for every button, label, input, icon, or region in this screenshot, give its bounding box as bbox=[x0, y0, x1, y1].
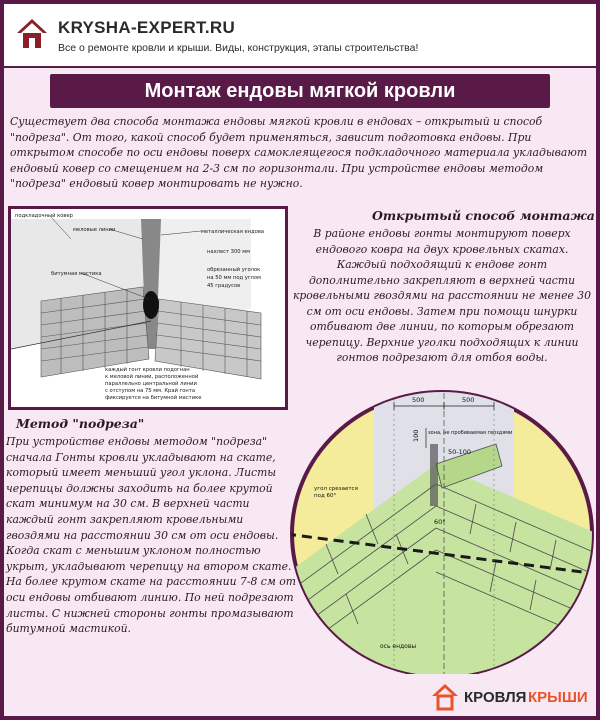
valley-axis-label: ось ендовы bbox=[380, 643, 417, 650]
house-brand-icon bbox=[430, 682, 460, 712]
page-title: Монтаж ендовы мягкой кровли bbox=[144, 80, 456, 102]
intro-paragraph: Существует два способа монтажа ендовы мягкой кровли в ендовах – открытый и способ "подреза". От того, какой способ будет применяться, зависит подготовка ендовы. При открытом способе по оси ендовы поверх самоклеящегося подкладочного материала укладывают ендовый ковер со смещением на 2-3 см по горизонтали. При устройстве ендовы методом "подреза" ендовый ковер монтировать не нужно. bbox=[10, 115, 588, 190]
label-note-3: параллельно центральной линии bbox=[105, 381, 197, 387]
dim-left: 500 bbox=[412, 396, 425, 404]
label-corner-3: 45 градусов bbox=[207, 283, 241, 289]
label-note-1: каждый гонт кровли подогнан bbox=[105, 367, 190, 373]
angle-cut-label-1: угол срезается bbox=[314, 486, 358, 492]
closed-cut-valley-diagram bbox=[286, 384, 598, 674]
footer-brand-word-2: КРЫШИ bbox=[528, 689, 588, 706]
nail-free-strip bbox=[430, 444, 438, 506]
label-chalk-lines: меловые линии bbox=[73, 227, 116, 233]
angle-value: 60° bbox=[434, 518, 446, 526]
dim-50-100: 50-100 bbox=[448, 448, 472, 456]
site-name[interactable]: KRYSHA-EXPERT.RU bbox=[58, 18, 236, 37]
house-logo-icon[interactable] bbox=[14, 16, 50, 52]
cut-method-text: При устройстве ендовы методом "подреза" сначала Гонты кровли укладывают на скате, который имеет меньший угол уклона. Листы черепицы должны заходить на более крутой скат минимум на 30 см. В верхней части каждый гонт закрепляют кровельными гвоздями на расстоянии 30 см от оси ендовы. Когда скат с меньшим уклоном полностью укрыт, укладывают черепицу на втором скате. На более крутом скате на расстоянии 7-8 см от оси ендовы отбивают линию. По ней подрезают листы. С нижней стороны гонты промазывают битумной мастикой. bbox=[6, 435, 296, 636]
label-corner-1: обрезанный уголок bbox=[207, 267, 261, 273]
footer-brand-word-1: КРОВЛЯ bbox=[464, 689, 527, 706]
dim-right: 500 bbox=[462, 396, 475, 404]
zone-label: зона, не пробиваемая гвоздями bbox=[428, 430, 513, 436]
open-valley-diagram bbox=[8, 206, 288, 410]
label-overlap: нахлест 300 мм bbox=[207, 249, 251, 255]
label-underlay: подкладочный ковер bbox=[15, 213, 73, 219]
dim-100: 100 bbox=[412, 429, 420, 442]
label-note-2: к меловой линии, расположенной bbox=[105, 374, 199, 380]
site-header bbox=[4, 4, 596, 68]
site-tagline: Все о ремонте кровли и крыши. Виды, конструкция, этапы строительства! bbox=[58, 42, 419, 54]
label-corner-2: на 50 мм под углом bbox=[207, 275, 261, 281]
open-method-text: В районе ендовы гонты монтируют поверх ендового ковра на двух кровельных скатах. Каждый подходящий к ендове гонт дополнительно закрепляют в верхней части кровельными гвоздями на расстоянии не менее 30 см от оси ендовы. Затем при помощи шнурки отбивают две линии, по которым обрезают черепицу. Верхние уголки подходящих к линии гонтов подрезают для отбоя воды. bbox=[292, 227, 592, 364]
label-bitumen-mastic: битумная мастика bbox=[51, 271, 102, 277]
label-note-4: с отступом на 75 мм. Край гонта bbox=[105, 388, 196, 394]
open-method-heading: Открытый способ монтажа bbox=[372, 208, 595, 223]
footer-brand-logo[interactable] bbox=[430, 680, 594, 714]
label-metal-valley: металлическая ендова bbox=[201, 229, 265, 235]
cut-method-heading: Метод "подреза" bbox=[16, 416, 145, 431]
bitumen-mastic-spot bbox=[143, 291, 159, 319]
angle-cut-label-2: под 60° bbox=[314, 493, 337, 499]
title-bar bbox=[50, 74, 550, 108]
label-note-5: фиксируется на битумной мастике bbox=[105, 395, 202, 401]
